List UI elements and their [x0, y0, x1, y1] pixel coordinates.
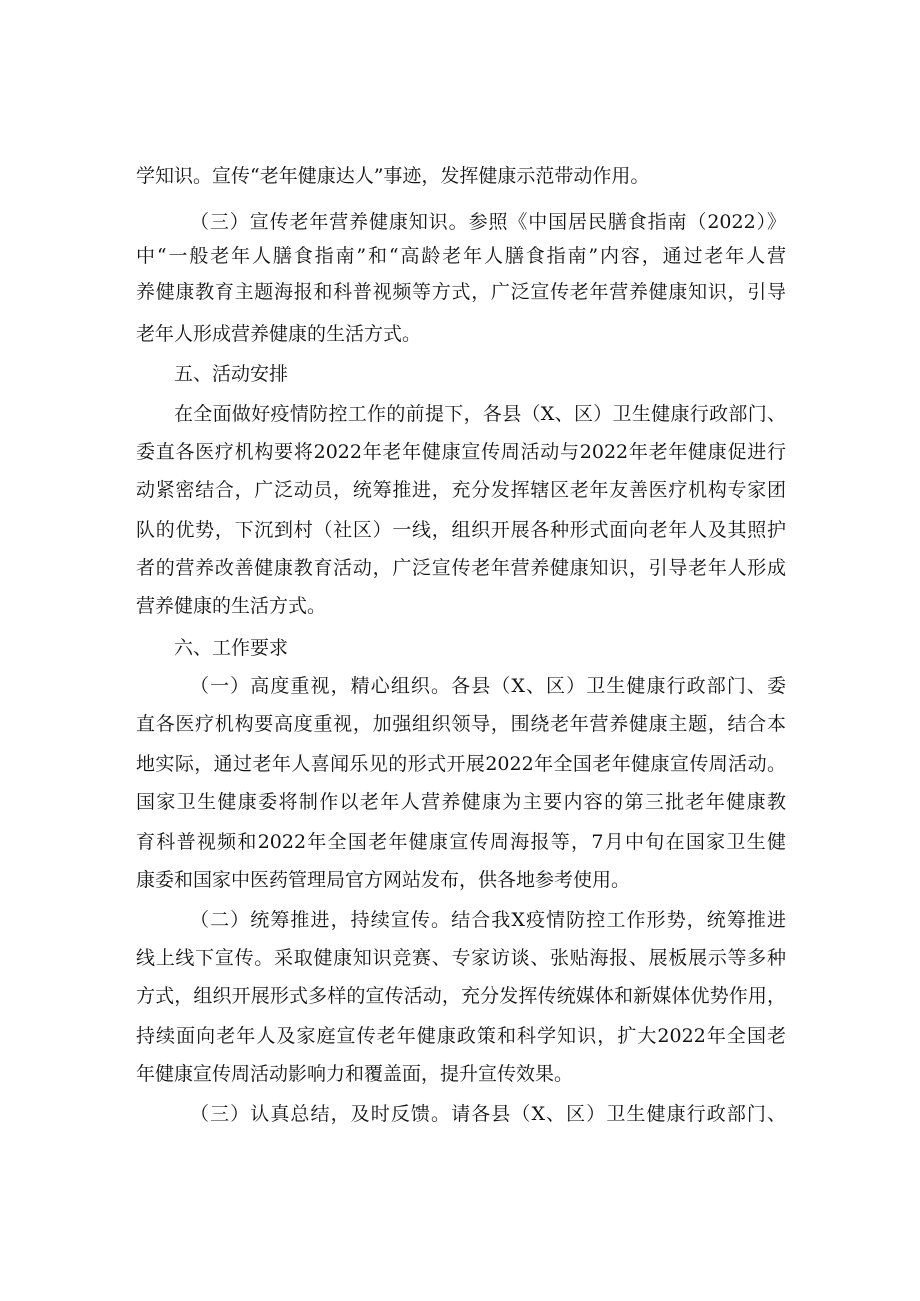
paragraph-line: 队的优势，下沉到村（社区）一线，组织开展各种形式面向老年人及其照护 — [136, 519, 786, 541]
paragraph-line: 者的营养改善健康教育活动，广泛宣传老年营养健康知识，引导老年人形成 — [136, 557, 786, 579]
paragraph-line: 年健康宣传周活动影响力和覆盖面，提升宣传效果。 — [136, 1063, 574, 1085]
section-heading: 五、活动安排 — [174, 363, 289, 385]
paragraph-line: 养健康教育主题海报和科普视频等方式，广泛宣传老年营养健康知识，引导 — [136, 281, 786, 303]
paragraph-line: （三）宣传老年营养健康知识。参照《中国居民膳食指南（2022）》 — [190, 211, 786, 233]
paragraph-line: （一）高度重视，精心组织。各县（X、区）卫生健康行政部门、委 — [190, 675, 786, 697]
paragraph-line: （三）认真总结，及时反馈。请各县（X、区）卫生健康行政部门、 — [190, 1103, 786, 1125]
paragraph-line: 国家卫生健康委将制作以老年人营养健康为主要内容的第三批老年健康教 — [136, 791, 786, 813]
paragraph-line: 持续面向老年人及家庭宣传老年健康政策和科学知识，扩大2022年全国老 — [136, 1025, 786, 1047]
paragraph-line: 学知识。宣传“老年健康达人”事迹，发挥健康示范带动作用。 — [136, 165, 650, 187]
paragraph-line: 方式，组织开展形式多样的宣传活动，充分发挥传统媒体和新媒体优势作用， — [136, 985, 786, 1007]
paragraph-line: 在全面做好疫情防控工作的前提下，各县（X、区）卫生健康行政部门、 — [174, 403, 786, 425]
paragraph-line: 老年人形成营养健康的生活方式。 — [136, 323, 422, 345]
paragraph-line: 育科普视频和2022年全国老年健康宣传周海报等，7月中旬在国家卫生健 — [136, 831, 786, 853]
paragraph-line: 营养健康的生活方式。 — [136, 595, 327, 617]
paragraph-line: 直各医疗机构要高度重视，加强组织领导，围绕老年营养健康主题，结合本 — [136, 713, 786, 735]
section-heading: 六、工作要求 — [174, 637, 289, 659]
paragraph-line: 线上线下宣传。采取健康知识竞赛、专家访谈、张贴海报、展板展示等多种 — [136, 947, 786, 969]
paragraph-line: 康委和国家中医药管理局官方网站发布，供各地参考使用。 — [136, 869, 631, 891]
paragraph-line: 地实际，通过老年人喜闻乐见的形式开展2022年全国老年健康宣传周活动。 — [136, 753, 786, 775]
paragraph-line: 委直各医疗机构要将2022年老年健康宣传周活动与2022年老年健康促进行 — [136, 441, 786, 463]
paragraph-line: 中“一般老年人膳食指南”和“高龄老年人膳食指南”内容，通过老年人营 — [136, 245, 786, 267]
paragraph-line: 动紧密结合，广泛动员，统筹推进，充分发挥辖区老年友善医疗机构专家团 — [136, 479, 786, 501]
paragraph-line: （二）统筹推进，持续宣传。结合我X疫情防控工作形势，统筹推进 — [190, 909, 786, 931]
